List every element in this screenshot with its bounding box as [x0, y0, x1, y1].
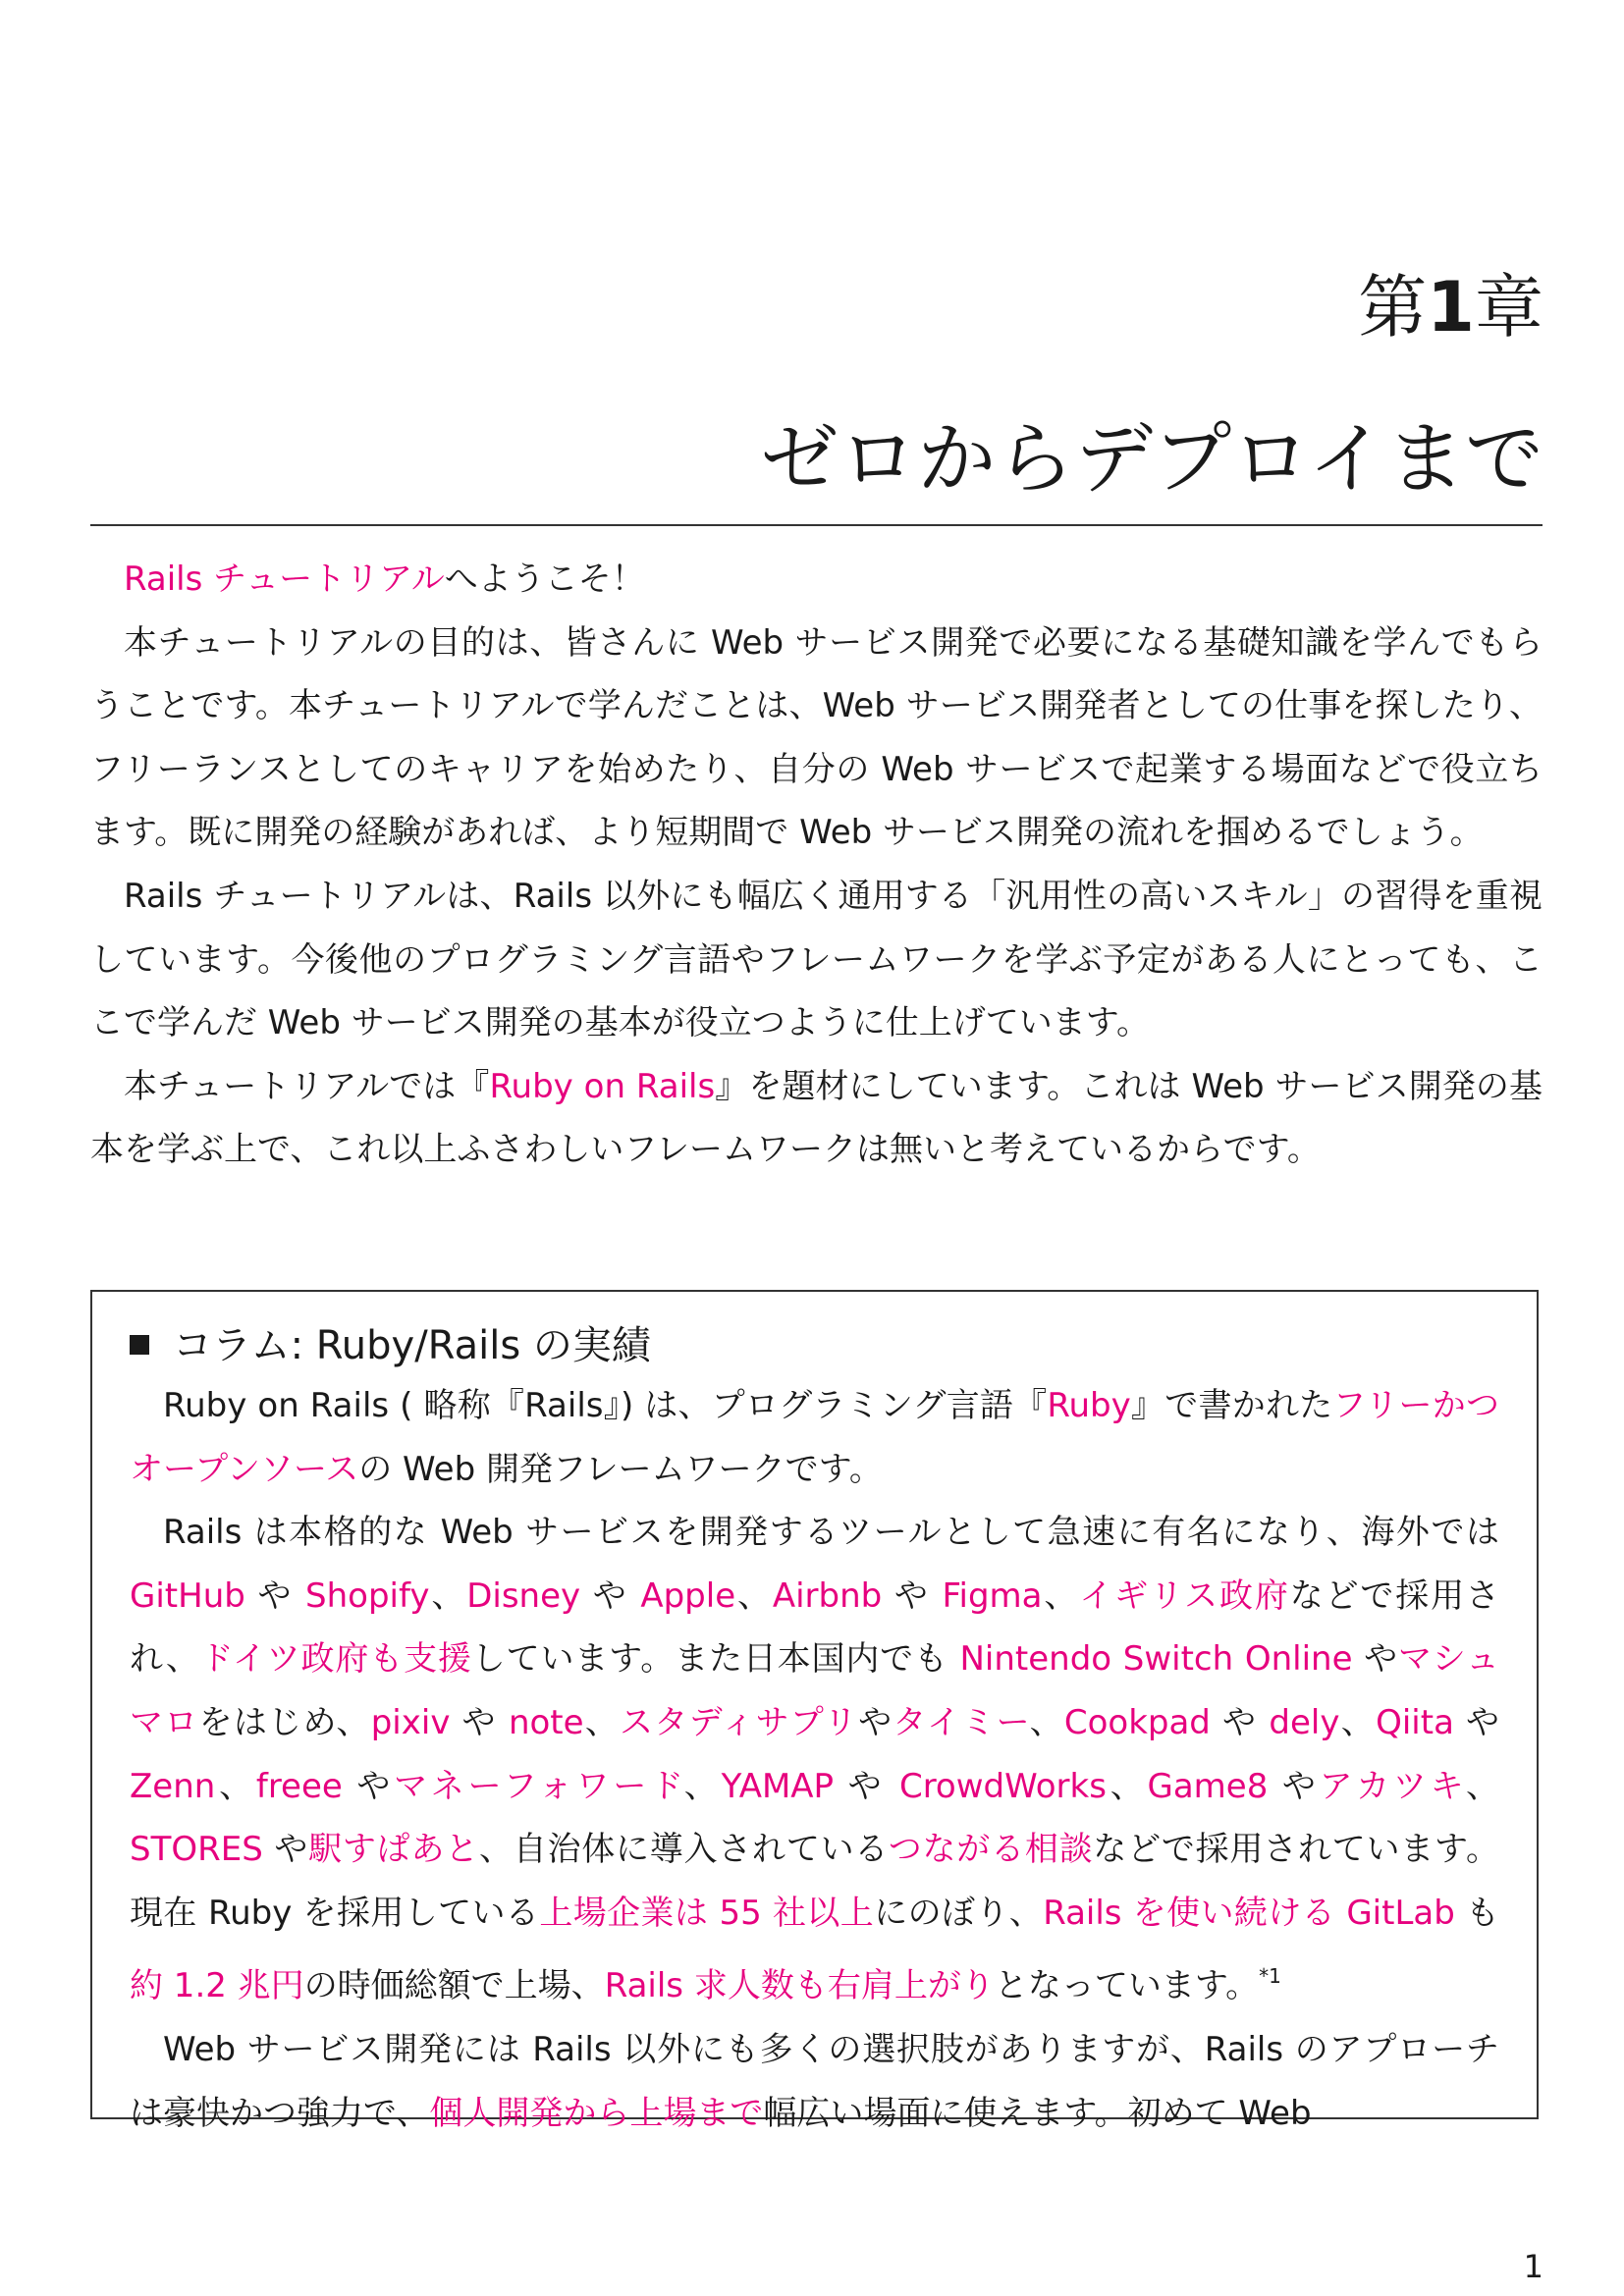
highlighted-link[interactable]: イギリス政府 — [1079, 1575, 1290, 1616]
highlighted-link[interactable]: スタディサプリ — [620, 1702, 859, 1742]
text-run: 、 — [1339, 1702, 1377, 1742]
text-run: や — [882, 1575, 943, 1616]
page-number: 1 — [1523, 2248, 1543, 2285]
highlighted-link[interactable]: アカツキ — [1319, 1766, 1467, 1806]
highlighted-link[interactable]: 駅すぱあと — [308, 1830, 479, 1870]
intro-paragraph — [90, 612, 1543, 865]
chapter-title: ゼロからデプロイまで — [760, 413, 1543, 505]
text-run: 幅広い場面に使えます。初めて Web — [763, 2093, 1312, 2133]
text-run: や — [1210, 1702, 1270, 1742]
title-divider — [90, 524, 1543, 526]
text-run: 、 — [429, 1575, 467, 1616]
text-run: や — [580, 1575, 641, 1616]
text-run: や — [262, 1830, 309, 1870]
highlighted-link[interactable]: Cookpad — [1063, 1702, 1211, 1742]
highlighted-link[interactable]: YAMAP — [721, 1766, 835, 1806]
intro-section — [90, 548, 1543, 1182]
text-run: にのぼり、 — [874, 1893, 1044, 1933]
highlighted-link[interactable]: freee — [255, 1766, 343, 1806]
text-run: や — [834, 1766, 899, 1806]
text-run: や — [450, 1702, 509, 1742]
text-run: 、 — [1106, 1766, 1148, 1806]
text-run: 、 — [215, 1766, 256, 1806]
text-run: 、 — [735, 1575, 773, 1616]
text-run: Rails は本格的な Web サービスを開発するツールとして急速に有名になり、海外では — [163, 1513, 1499, 1553]
text-run: 、 — [683, 1766, 722, 1806]
text-run: の Web 開発フレームワークです。 — [358, 1449, 883, 1489]
highlighted-link[interactable]: pixiv — [370, 1702, 451, 1742]
highlighted-link[interactable]: Nintendo Switch Online — [959, 1639, 1353, 1680]
text-run: や — [1352, 1639, 1398, 1680]
text-run: などで採用されています。現在 Ruby を採用している — [130, 1830, 1500, 1933]
text-run: や — [342, 1766, 395, 1806]
column-box — [90, 1290, 1539, 2133]
text-run: 本チュートリアルの目的は、皆さんに Web サービス開発で必要になる基礎知識を学んでもらうことです。本チュートリアルで学んだことは、Web サービス開発者としての仕事を探したり、フリーランスとしてのキャリアを始めたり、自分の Web サービスで起業する場面などで役立ちます。既に開発の経験があれば、より短期間で Web サービス開発の流れを掴めるでしょう。 — [90, 622, 1543, 853]
highlighted-link[interactable]: フリーかつオープンソース — [130, 1386, 1500, 1489]
text-run: をはじめ、 — [198, 1702, 371, 1742]
text-run: 、自治体に導入されている — [478, 1830, 889, 1870]
highlighted-link[interactable]: タイミー — [893, 1702, 1030, 1742]
highlighted-link[interactable]: 個人開発から上場まで — [429, 2093, 764, 2133]
intro-paragraph — [90, 548, 1543, 612]
column-paragraph — [130, 2018, 1499, 2145]
intro-paragraph — [90, 865, 1543, 1055]
highlighted-link[interactable]: Disney — [466, 1575, 581, 1616]
text-run: Web サービス開発には Rails 以外にも多くの選択肢がありますが、Rails のアプローチは豪快かつ強力で、 — [130, 2029, 1499, 2133]
text-run: となっています。 — [994, 1966, 1260, 2006]
text-run: 、 — [1466, 1766, 1500, 1806]
text-run: の時価総額で上場、 — [303, 1966, 605, 2006]
text-run: 、 — [1029, 1702, 1064, 1742]
highlighted-link[interactable]: dely — [1269, 1702, 1340, 1742]
text-run: も — [1454, 1893, 1500, 1933]
text-run: 』で書かれた — [1130, 1386, 1333, 1425]
footnote-marker: *1 — [1259, 1964, 1281, 1989]
square-bullet-icon — [130, 1335, 149, 1355]
highlighted-link[interactable]: Rails チュートリアル — [124, 560, 445, 599]
text-run: や — [858, 1702, 893, 1742]
highlighted-link[interactable]: Airbnb — [772, 1575, 883, 1616]
column-paragraph — [130, 1501, 1499, 2018]
column-body — [130, 1374, 1499, 2145]
text-run: や — [1453, 1702, 1500, 1742]
intro-paragraph — [90, 1055, 1543, 1182]
text-run: などで採用され、 — [130, 1575, 1499, 1680]
highlighted-link[interactable]: Ruby — [1047, 1386, 1131, 1425]
highlighted-link[interactable]: 上場企業は 55 社以上 — [539, 1893, 875, 1933]
highlighted-link[interactable]: CrowdWorks — [898, 1766, 1107, 1806]
highlighted-link[interactable]: Rails を使い続ける GitLab — [1043, 1893, 1455, 1933]
text-run: Rails チュートリアルは、Rails 以外にも幅広く通用する「汎用性の高いスキル」の習得を重視しています。今後他のプログラミング言語やフレームワークを学ぶ予定がある人にとっても、ここで学んだ Web サービス開発の基本が役立つように仕上げています。 — [90, 876, 1543, 1043]
text-run: 』を題材にしています。これは Web サービス開発の基本を学ぶ上で、これ以上ふさわしいフレームワークは無いと考えているからです。 — [90, 1066, 1543, 1170]
highlighted-link[interactable]: Figma — [942, 1575, 1043, 1616]
highlighted-link[interactable]: Zenn — [130, 1766, 216, 1806]
highlighted-link[interactable]: つながる相談 — [888, 1830, 1094, 1870]
highlighted-link[interactable]: マネーフォワード — [394, 1766, 684, 1806]
highlighted-link[interactable]: note — [508, 1702, 584, 1742]
highlighted-link[interactable]: Shopify — [305, 1575, 430, 1616]
highlighted-link[interactable]: Game8 — [1147, 1766, 1269, 1806]
highlighted-link[interactable]: 約 1.2 兆円 — [130, 1966, 304, 2006]
text-run: へようこそ！ — [444, 560, 645, 599]
text-run: 、 — [583, 1702, 621, 1742]
text-run: や — [1268, 1766, 1320, 1806]
text-run: Ruby on Rails ( 略称『Rails』) は、プログラミング言語『 — [163, 1386, 1048, 1425]
text-run: や — [244, 1575, 306, 1616]
highlighted-link[interactable]: Qiita — [1376, 1702, 1454, 1742]
highlighted-link[interactable]: マシュマロ — [130, 1639, 1500, 1742]
highlighted-link[interactable]: GitHub — [130, 1575, 245, 1616]
column-paragraph — [130, 1374, 1499, 1501]
column-title: コラム: Ruby/Rails の実績 — [130, 1317, 1499, 1374]
highlighted-link[interactable]: Rails 求人数も右肩上がり — [604, 1966, 995, 2006]
highlighted-link[interactable]: STORES — [130, 1830, 263, 1870]
highlighted-link[interactable]: Apple — [640, 1575, 736, 1616]
text-run: 、 — [1042, 1575, 1080, 1616]
highlighted-link[interactable]: Ruby on Rails — [489, 1066, 716, 1106]
text-run: 本チュートリアルでは『 — [124, 1066, 490, 1106]
text-run: しています。また日本国内でも — [471, 1639, 960, 1680]
chapter-number: 第1章 — [1358, 267, 1543, 347]
highlighted-link[interactable]: ドイツ政府も支援 — [199, 1639, 472, 1680]
